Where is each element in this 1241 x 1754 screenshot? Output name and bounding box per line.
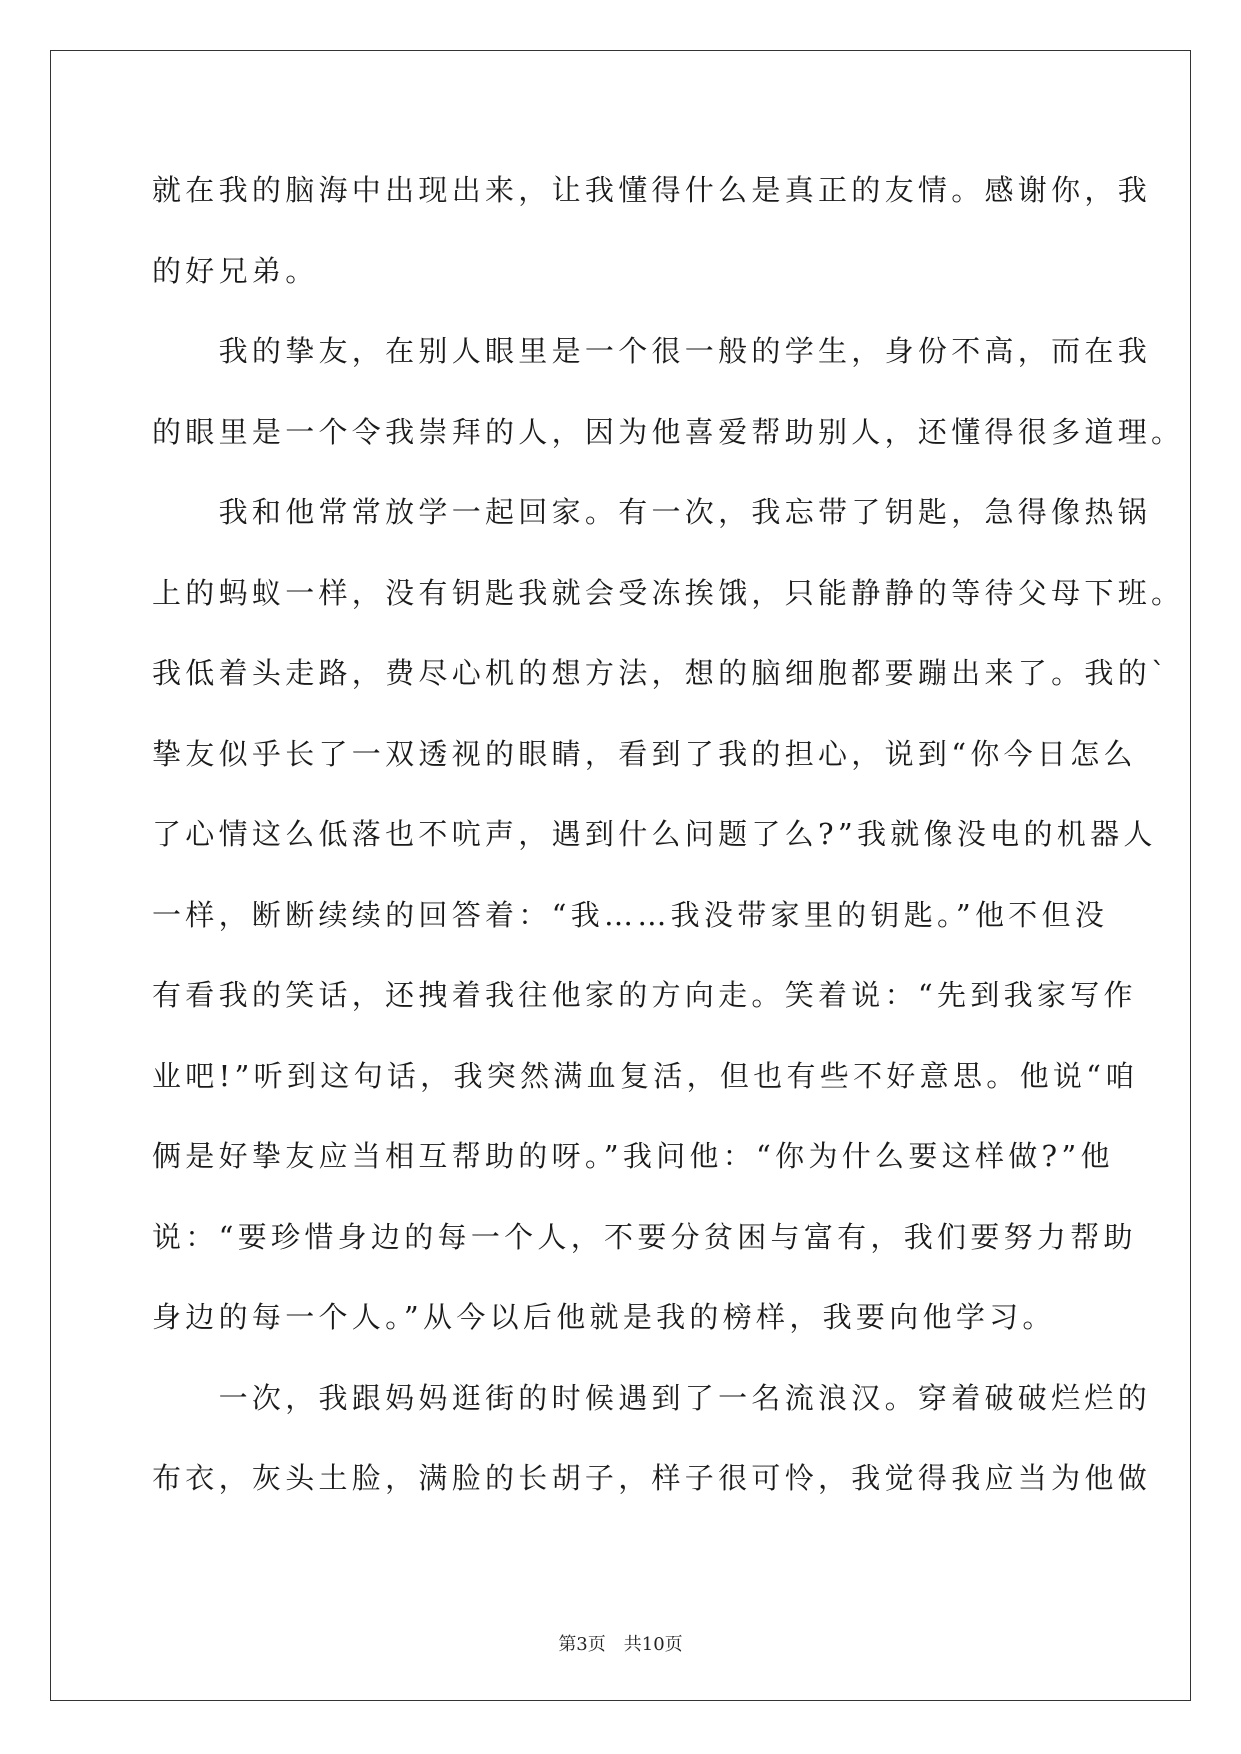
text-line: 的眼里是一个令我崇拜的人，因为他喜爱帮助别人，还懂得很多道理。 xyxy=(152,414,1185,449)
text-line: 挚友似乎长了一双透视的眼睛，看到了我的担心，说到“你今日怎么 xyxy=(152,736,1137,771)
text-line: 我和他常常放学一起回家。有一次，我忘带了钥匙，急得像热锅 xyxy=(152,495,1152,529)
text-line: 我的挚友，在别人眼里是一个很一般的学生，身份不高，而在我 xyxy=(152,334,1152,368)
text-line: 身边的每一个人。”从今以后他就是我的榜样，我要向他学习。 xyxy=(152,1300,1056,1334)
text-line: 就在我的脑海中出现出来，让我懂得什么是真正的友情。感谢你，我 xyxy=(152,173,1152,207)
text-line: 业吧!”听到这句话，我突然满血复活，但也有些不好意思。他说“咱 xyxy=(152,1058,1139,1093)
page-number: 第3页 共10页 xyxy=(558,1634,683,1655)
text-line: 布衣，灰头土脸，满脸的长胡子，样子很可怜，我觉得我应当为他做 xyxy=(152,1461,1152,1495)
text-line: 的好兄弟。 xyxy=(152,253,319,288)
text-line: 俩是好挚友应当相互帮助的呀。”我问他：“你为什么要这样做?”他 xyxy=(152,1139,1114,1173)
text-line: 说：“要珍惜身边的每一个人，不要分贫困与富有，我们要努力帮助 xyxy=(152,1219,1137,1254)
text-line: 有看我的笑话，还拽着我往他家的方向走。笑着说：“先到我家写作 xyxy=(152,978,1137,1012)
text-line: 我低着头走路，费尽心机的想方法，想的脑细胞都要蹦出来了。我的` xyxy=(152,656,1170,690)
text-line: 一次，我跟妈妈逛街的时候遇到了一名流浪汉。穿着破破烂烂的 xyxy=(152,1380,1152,1415)
text-line: 一样，断断续续的回答着：“我……我没带家里的钥匙。”他不但没 xyxy=(152,897,1109,932)
document-body xyxy=(152,162,1185,1531)
text-line: 上的蚂蚁一样，没有钥匙我就会受冻挨饿，只能静静的等待父母下班。 xyxy=(152,575,1185,610)
text-line: 了心情这么低落也不吭声，遇到什么问题了么?”我就像没电的机器人 xyxy=(152,817,1157,851)
